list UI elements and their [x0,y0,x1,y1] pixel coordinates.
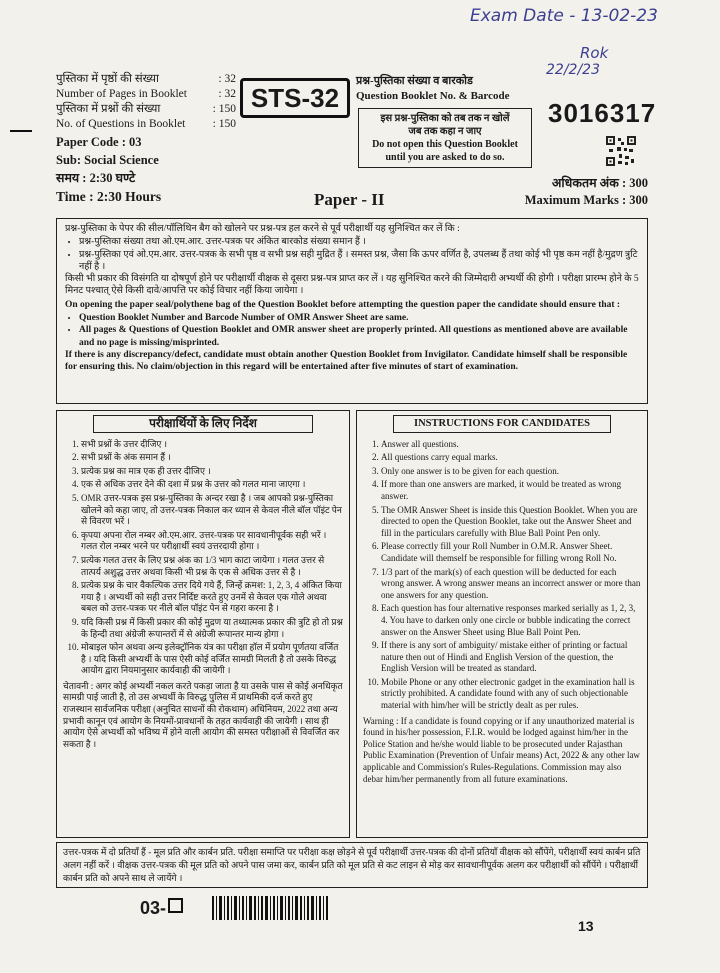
subject: Sub: Social Science [56,153,159,167]
check-en-bullet: • Question Booklet Number and Barcode Number of OMR Answer Sheet are same. [79,312,639,324]
english-instructions-title: INSTRUCTIONS FOR CANDIDATES [393,415,611,433]
hindi-warning: चेतावनी : अगर कोई अभ्यर्थी नकल करते पकड़ा जाता है या उसके पास से कोई अनधिकृत सामग्री पाई जाती है, तो उस अभ्यर्थी के विरुद्ध पुलिस में प्राथमिकी दर्ज करते हुए राजस्थान सार्वजनिक परीक्षा (अनुचित साधनों की रोकथाम) अधिनियम, 2022 तथा अन्य प्रभावी कानून एवं आयोग के नियमों-प्रावधानों के तहत कार्यवाही की जायेगी । साथ ही आयोग ऐसे अभ्यर्थी को भविष्य में होने वाली आयोग की समस्त परीक्षाओं से विवर्जित कर सकता है । [63,680,343,749]
instruction-item: 1. Answer all questions. [381,439,641,451]
check-en-intro: On opening the paper seal/polythene bag of the Question Booklet before attempting the question paper the candidate should ensure that : [65,299,621,310]
notice-hi-2: जब तक कहा न जाए [408,126,482,137]
notice-en-1: Do not open this Question Booklet [372,139,518,150]
pages-en-value: : 32 [218,88,236,100]
max-marks-hi: अधिकतम अंक : 300 [551,176,648,190]
page-number: 13 [578,918,594,934]
instruction-item: 4. एक से अधिक उत्तर देने की दशा में प्रश्न के उत्तर को गलत माना जाएगा । [81,479,343,491]
pages-hi-value: : 32 [218,73,236,85]
instruction-item: 6. कृपया अपना रोल नम्बर ओ.एम.आर. उत्तर-पत्रक पर सावधानीपूर्वक सही भरें । गलत रोल नम्बर भरने पर परीक्षार्थी स्वयं उत्तरदायी होगा । [81,530,343,553]
margin-mark [10,130,32,132]
handwritten-exam-date: Exam Date - 13-02-23 [470,6,658,26]
booklet-meta [56,72,236,204]
booklet-label [356,74,510,104]
questions-en-label: No. of Questions in Booklet [56,118,186,130]
handwritten-initials: Rok [580,44,609,62]
instruction-item: 9. If there is any sort of ambiguity/ mistake either of printing or factual nature then out of Hindi and English Version of the question, the English Version will be treated as standard. [381,640,641,675]
check-hi-note: किसी भी प्रकार की विसंगति या दोषपूर्ण होने पर परीक्षार्थी वीक्षक से दूसरा प्रश्न-पत्र प्राप्त कर लें । यह सुनिश्चित करने की जिम्मेदारी अभ्यर्थी की होगी । परीक्षा प्रारम्भ होने के 5 मिनट पश्चात् ऐसे किसी दावे/आपत्ति पर कोई विचार नहीं किया जायेगा । [65,274,639,297]
instruction-item: 2. सभी प्रश्नों के अंक समान हैं । [81,452,343,464]
instruction-item: 5. The OMR Answer Sheet is inside this Question Booklet. When you are directed to open the Question Booklet, take out the Answer Sheet and fill in the particulars carefully with Blue Ball Point Pen only. [381,505,641,540]
instruction-item: 7. 1/3 part of the mark(s) of each question will be deducted for each wrong answer. A wrong answer means an incorrect answer or more than one answers for any question. [381,567,641,602]
instruction-item: 2. All questions carry equal marks. [381,452,641,464]
english-warning: Warning : If a candidate is found copying or if any unauthorized material is found in his/her possession, F.I.R. would be lodged against him/her in the Police Station and he/she would liable to be prosecuted under Rajasthan Public Examination (Prevention of Unfair means) Act, 2022 & any other law applicable and Commission's Rules-Regulations. Commission may also debar him/her permanently from all future examinations. [363,715,640,784]
pre-exam-check-box [56,218,648,404]
instruction-item: 8. प्रत्येक प्रश्न के चार वैकल्पिक उत्तर दिये गये हैं, जिन्हें क्रमश: 1, 2, 3, 4 अंकित किया गया है । अभ्यर्थी को सही उत्तर निर्दिष्ट करते हुए उनमें से केवल एक गोले अथवा बबल को उत्तर-पत्रक पर नीले बॉल पॉइंट पेन से गहरा करना है । [81,580,343,615]
check-en-bullet: • All pages & Questions of Question Booklet and OMR answer sheet are properly printed. All questions as mentioned above are available and no page is missing/misprinted. [79,324,639,349]
hindi-instructions [56,410,350,838]
code-box-icon [168,898,183,913]
paper-code: Paper Code : 03 [56,135,142,149]
booklet-number: 3016317 [548,98,657,128]
time-hi: समय : 2:30 घण्टे [56,171,136,185]
qr-code-icon [606,136,636,166]
barcode-icon [212,896,328,920]
english-instructions [356,410,648,838]
instruction-item: 3. प्रत्येक प्रश्न का मात्र एक ही उत्तर दीजिए । [81,466,343,478]
booklet-label-hi: प्रश्न-पुस्तिका संख्या व बारकोड [356,75,473,87]
booklet-label-en: Question Booklet No. & Barcode [356,90,510,102]
paper-title: Paper - II [314,190,385,209]
instruction-item: 8. Each question has four alternative responses marked serially as 1, 2, 3, 4. You have to darken only one circle or bubble indicating the correct answer on the Answer Sheet using Blue Ball Point Pen. [381,603,641,638]
bottom-code [140,898,183,919]
do-not-open-notice [358,108,532,168]
check-hi-intro: प्रश्न-पुस्तिका के पेपर की सील/पॉलिथिन बैग को खोलने पर प्रश्न-पत्र हल करने से पूर्व परीक्षार्थी यह सुनिश्चित कर लें कि : [65,224,460,234]
instruction-item: 3. Only one answer is to be given for each question. [381,466,641,478]
max-marks-en: Maximum Marks : 300 [524,193,648,207]
time-en: Time : 2:30 Hours [56,189,162,204]
series-code: STS-32 [240,78,350,118]
instruction-item: 4. If more than one answers are marked, it would be treated as wrong answer. [381,479,641,502]
answer-sheet-copy-note: उत्तर-पत्रक में दो प्रतियाँ हैं - मूल प्रति और कार्बन प्रति. परीक्षा समाप्ति पर परीक्षा कक्ष छोड़ने से पूर्व परीक्षार्थी उत्तर-पत्रक की दोनों प्रतियाँ वीक्षक को सौंपेंगे, परीक्षार्थी स्वयं कार्बन प्रति अलग नहीं करें । वीक्षक उत्तर-पत्रक की मूल प्रति को अपने पास जमा कर, कार्बन प्रति को मूल प्रति से कट लाइन से मोड़ कर सावधानीपूर्वक अलग कर परीक्षार्थी को सौंपेंगे । परीक्षार्थी कार्बन प्रति को अपने साथ ले जायेंगे । [56,842,648,888]
bottom-code-text: 03- [140,898,167,918]
instruction-item: 9. यदि किसी प्रश्न में किसी प्रकार की कोई मुद्रण या तथ्यात्मक प्रकार की त्रुटि हो तो प्रश्न के हिन्दी तथा अंग्रेजी रूपान्तरों में से अंग्रेजी रूपान्तर मान्य होगा । [81,617,343,640]
notice-en-2: until you are asked to do so. [385,152,505,163]
check-hi-bullet: • प्रश्न-पुस्तिका संख्या तथा ओ.एम.आर. उत्तर-पत्रक पर अंकित बारकोड संख्या समान हैं । [79,236,639,248]
instruction-item: 7. प्रत्येक गलत उत्तर के लिए प्रश्न अंक का 1/3 भाग काटा जायेगा । गलत उत्तर से तात्पर्य अशुद्ध उत्तर अथवा किसी भी प्रश्न के एक से अधिक उत्तर से है । [81,555,343,578]
max-marks [498,175,648,209]
hindi-instructions-title: परीक्षार्थियों के लिए निर्देश [93,415,313,433]
pages-en-label: Number of Pages in Booklet [56,88,187,100]
instruction-item: 10. Mobile Phone or any other electronic gadget in the examination hall is strictly prohibited. A candidate found with any of such objectionable material with him/her will be strictly dealt as per rules. [381,677,641,712]
questions-hi-value: : 150 [212,103,236,115]
pages-hi-label: पुस्तिका में पृष्ठों की संख्या [56,73,159,85]
notice-hi-1: इस प्रश्न-पुस्तिका को तब तक न खोलें [380,113,510,124]
questions-en-value: : 150 [212,118,236,130]
instruction-item: 1. सभी प्रश्नों के उत्तर दीजिए । [81,439,343,451]
instruction-item: 5. OMR उत्तर-पत्रक इस प्रश्न-पुस्तिका के अन्दर रखा है । जब आपको प्रश्न-पुस्तिका खोलने को कहा जाए, तो उत्तर-पत्रक निकाल कर ध्यान से केवल नीले बॉल पॉइंट पेन से विवरण भरें । [81,493,343,528]
questions-hi-label: पुस्तिका में प्रश्नों की संख्या [56,103,161,115]
instruction-item: 6. Please correctly fill your Roll Number in O.M.R. Answer Sheet. Candidate will themself be responsible for filling wrong Roll No. [381,541,641,564]
instruction-item: 10. मोबाइल फोन अथवा अन्य इलेक्ट्रॉनिक यंत्र का परीक्षा हॉल में प्रयोग पूर्णतया वर्जित है । यदि किसी अभ्यर्थी के पास ऐसी कोई वर्जित सामग्री मिलती है तो उसके विरुद्ध आयोग द्वारा नियमानुसार कार्यवाही की जायेगी । [81,642,343,677]
handwritten-date: 22/2/23 [546,62,600,78]
check-hi-bullet: • प्रश्न-पुस्तिका एवं ओ.एम.आर. उत्तर-पत्रक के सभी पृष्ठ व सभी प्रश्न सही मुद्रित हैं । समस्त प्रश्न, जैसा कि ऊपर वर्णित है, उपलब्ध हैं तथा कोई भी पृष्ठ कम नहीं है/मुद्रण त्रुटि नहीं है । [79,249,639,274]
check-en-note: If there is any discrepancy/defect, candidate must obtain another Question Booklet from Invigilator. Candidate himself shall be responsible for ensuring this. No claim/objection in this regard will be entertained after five minutes of start of examination. [65,349,628,373]
